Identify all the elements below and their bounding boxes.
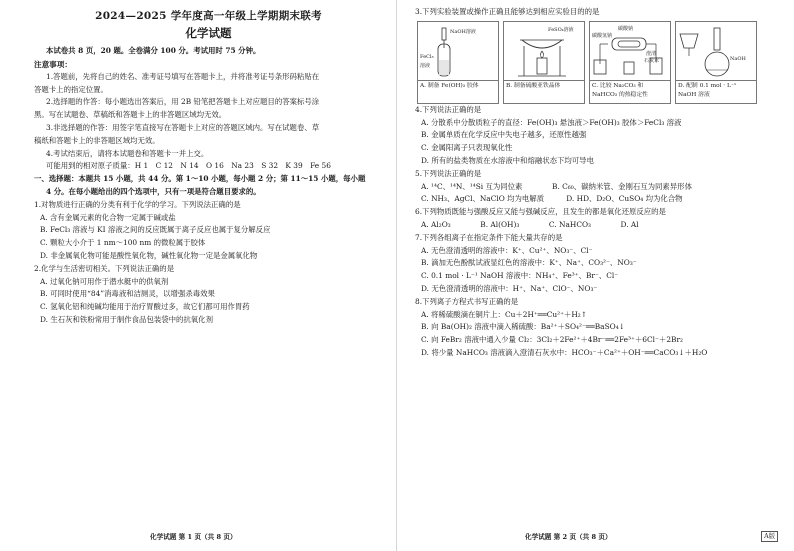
question-1 [34, 199, 383, 263]
question-option: A. 分散系中分散质粒子的直径：Fe(OH)₃ 悬浊液＞Fe(OH)₃ 胶体＞FeCl₃ 溶液 [421, 117, 682, 127]
figure-label: 溶液 [420, 62, 431, 69]
question-option: A. Al₂O₃ B. Al(OH)₃ C. NaHCO₃ D. Al [421, 219, 639, 229]
version-badge: A版 [761, 531, 778, 542]
figure-label: 碳酸钠 [618, 25, 634, 32]
question-option: D. 将少量 NaHCO₃ 溶液滴入澄清石灰水中：HCO₃⁻＋Ca²⁺＋OH⁻══CaCO₃↓＋H₂O [421, 347, 708, 357]
figure-c [589, 21, 671, 104]
figure-label: 碳酸氢钠 [592, 32, 613, 39]
question-option: C. 向 FeBr₂ 溶液中通入少量 Cl₂：3Cl₂＋2Fe²⁺＋4Br⁻══2Fe³⁺＋6Cl⁻＋2Br₂ [421, 335, 683, 345]
subject-title: 化学试题 [185, 26, 232, 40]
note-line: 黑。写在试题卷、草稿纸和答题卡上的非答题区域均无效。 [34, 110, 227, 120]
figure-caption: D. 配制 0.1 mol · L⁻¹ NaOH 溶液 [678, 82, 737, 98]
note-line: 4.考试结束后，请将本试题卷和答题卡一并上交。 [46, 148, 209, 158]
figure-label: FeSO₄溶液 [548, 26, 574, 33]
question-option: C. NH₃、AgCl、NaClO 均为电解质 D. HD、D₂O、CuSO₄ 均为化合物 [421, 194, 683, 204]
page-2 [397, 0, 794, 551]
section-1-heading-cont: 4 分。在每小题给出的四个选项中，只有一项是符合题目要求的。 [46, 186, 261, 196]
figure-label: 石灰水 [644, 57, 660, 64]
question-option: B. FeCl₃ 溶液与 KI 溶液之间的反应既属于离子反应也属于复分解反应 [40, 225, 271, 235]
atomic-mass-line: 可能用到的相对原子质量：H 1 C 12 N 14 O 16 Na 23 S 32 K 39 Fe 56 [46, 161, 331, 171]
figure-label: FeCl₃ [420, 53, 434, 60]
question-option: A. 含有金属元素的化合物一定属于碱或盐 [40, 212, 176, 222]
notes-title: 注意事项： [34, 59, 72, 69]
question-option: A. ¹⁴C、¹⁴N、¹⁴Si 互为同位素 B. C₆₀、碳纳米管、金刚石互为同素异形体 [421, 181, 692, 191]
figure-a [417, 21, 499, 104]
figure-label: NaOH [730, 55, 746, 62]
figure-label: 澄清 [646, 50, 657, 57]
note-line: 稿纸和答题卡上的非答题区域均无效。 [34, 135, 160, 145]
question-6 [415, 206, 772, 232]
question-option: B. 可同时使用“84”消毒液和洁厕灵，以增强杀毒效果 [40, 289, 215, 299]
exam-intro: 本试卷共 8 页，20 题。全卷满分 100 分。考试用时 75 分钟。 [46, 46, 261, 55]
question-option: C. 0.1 mol · L⁻¹ NaOH 溶液中：NH₄⁺、Fe³⁺、Br⁻、Cl⁻ [421, 271, 619, 281]
page-1-footer: 化学试题 第 1 页（共 8 页） [150, 533, 237, 541]
figure-caption: A. 制备 Fe(OH)₃ 胶体 [420, 82, 479, 89]
thermal-stability-apparatus-diagram [590, 22, 670, 81]
question-stem: 8.下列离子方程式书写正确的是 [415, 296, 519, 306]
question-stem: 2.化学与生活密切相关。下列说法正确的是 [34, 263, 175, 273]
note-line: 1.答题前，先将自己的姓名、准考证号填写在答题卡上，并将准考证号条形码粘贴在 [46, 71, 320, 81]
question-stem: 7.下列各组离子在指定条件下能大量共存的是 [415, 232, 563, 242]
figure-label: NaOH溶液 [450, 28, 476, 35]
question-option: C. 金属阳离子只表现氧化性 [421, 143, 513, 153]
page-2-footer: 化学试题 第 2 页（共 8 页） [525, 533, 612, 541]
question-option: D. 所有的盐类物质在水溶液中和熔融状态下均可导电 [421, 155, 594, 165]
notes-body [34, 71, 383, 173]
question-option: D. 非金属氧化物可能是酸性氧化物，碱性氧化物一定是金属氧化物 [40, 250, 258, 260]
question-7 [415, 232, 772, 296]
question-option: A. 将稀硫酸滴在铜片上：Cu＋2H⁺══Cu²⁺＋H₂↑ [421, 309, 587, 319]
question-option: B. 向 Ba(OH)₂ 溶液中滴入稀硫酸：Ba²⁺＋SO₄²⁻══BaSO₄↓ [421, 322, 625, 332]
question-option: B. 金属单质在化学反应中失电子越多，还原性越强 [421, 130, 587, 140]
question-option: B. 滴加无色酚酞试液显红色的溶液中：K⁺、Na⁺、CO₃²⁻、NO₃⁻ [421, 258, 637, 268]
question-option: D. 无色澄清透明的溶液中：H⁺、Na⁺、ClO⁻、NO₃⁻ [421, 283, 598, 293]
question-option: C. 颗粒大小介于 1 nm～100 nm 的微粒属于胶体 [40, 238, 206, 248]
figure-caption: B. 制备硫酸亚铁晶体 [506, 82, 561, 89]
exam-title: 2024—2025 学年度高一年级上学期期末联考 [95, 10, 322, 22]
question-option: C. 氢氧化铝和纯碱均能用于治疗胃酸过多，故它们都可用作胃药 [40, 302, 250, 312]
question-option: A. 无色澄清透明的溶液中：K⁺、Cu²⁺、NO₃⁻、Cl⁻ [421, 245, 593, 255]
figure-caption: C. 比较 Na₂CO₃ 和 NaHCO₃ 的热稳定性 [592, 82, 648, 98]
question-2 [34, 263, 383, 327]
question-5 [415, 168, 772, 206]
question-option: A. 过氧化钠可用作于潜水艇中的供氧剂 [40, 276, 169, 286]
question-8 [415, 296, 772, 360]
question-stem: 4.下列说法正确的是 [415, 104, 482, 114]
figure-b [503, 21, 585, 104]
question-4 [415, 104, 772, 168]
note-line: 3.非选择题的作答：用签字笔直接写在答题卡上对应的答题区域内。写在试题卷、草 [46, 122, 320, 132]
question-option: D. 生石灰和铁粉常用于制作食品包装袋中的抗氧化剂 [40, 314, 213, 324]
question-3-stem: 3.下列实验装置或操作正确且能够达到相应实验目的的是 [415, 7, 600, 16]
note-line: 答题卡上的指定位置。 [34, 84, 108, 94]
volumetric-flask-diagram [676, 22, 756, 81]
question-stem: 1.对物质进行正确的分类有利于化学的学习。下列说法正确的是 [34, 199, 241, 209]
evaporating-dish-diagram [504, 22, 584, 81]
question-stem: 5.下列说法正确的是 [415, 168, 482, 178]
question-stem: 6.下列物质既能与强酸反应又能与强碱反应，且发生的都是氧化还原反应的是 [415, 207, 666, 217]
question-3-figure [417, 21, 772, 104]
figure-d [675, 21, 757, 104]
dropper-into-tube-diagram [418, 22, 498, 81]
note-line: 2.选择题的作答：每小题选出答案后，用 2B 铅笔把答题卡上对应题目的答案标号涂 [46, 97, 320, 107]
section-1-heading: 一、选择题：本题共 15 小题，共 44 分。第 1～10 小题，每小题 2 分；第 11～15 小题，每小题 [34, 174, 366, 184]
